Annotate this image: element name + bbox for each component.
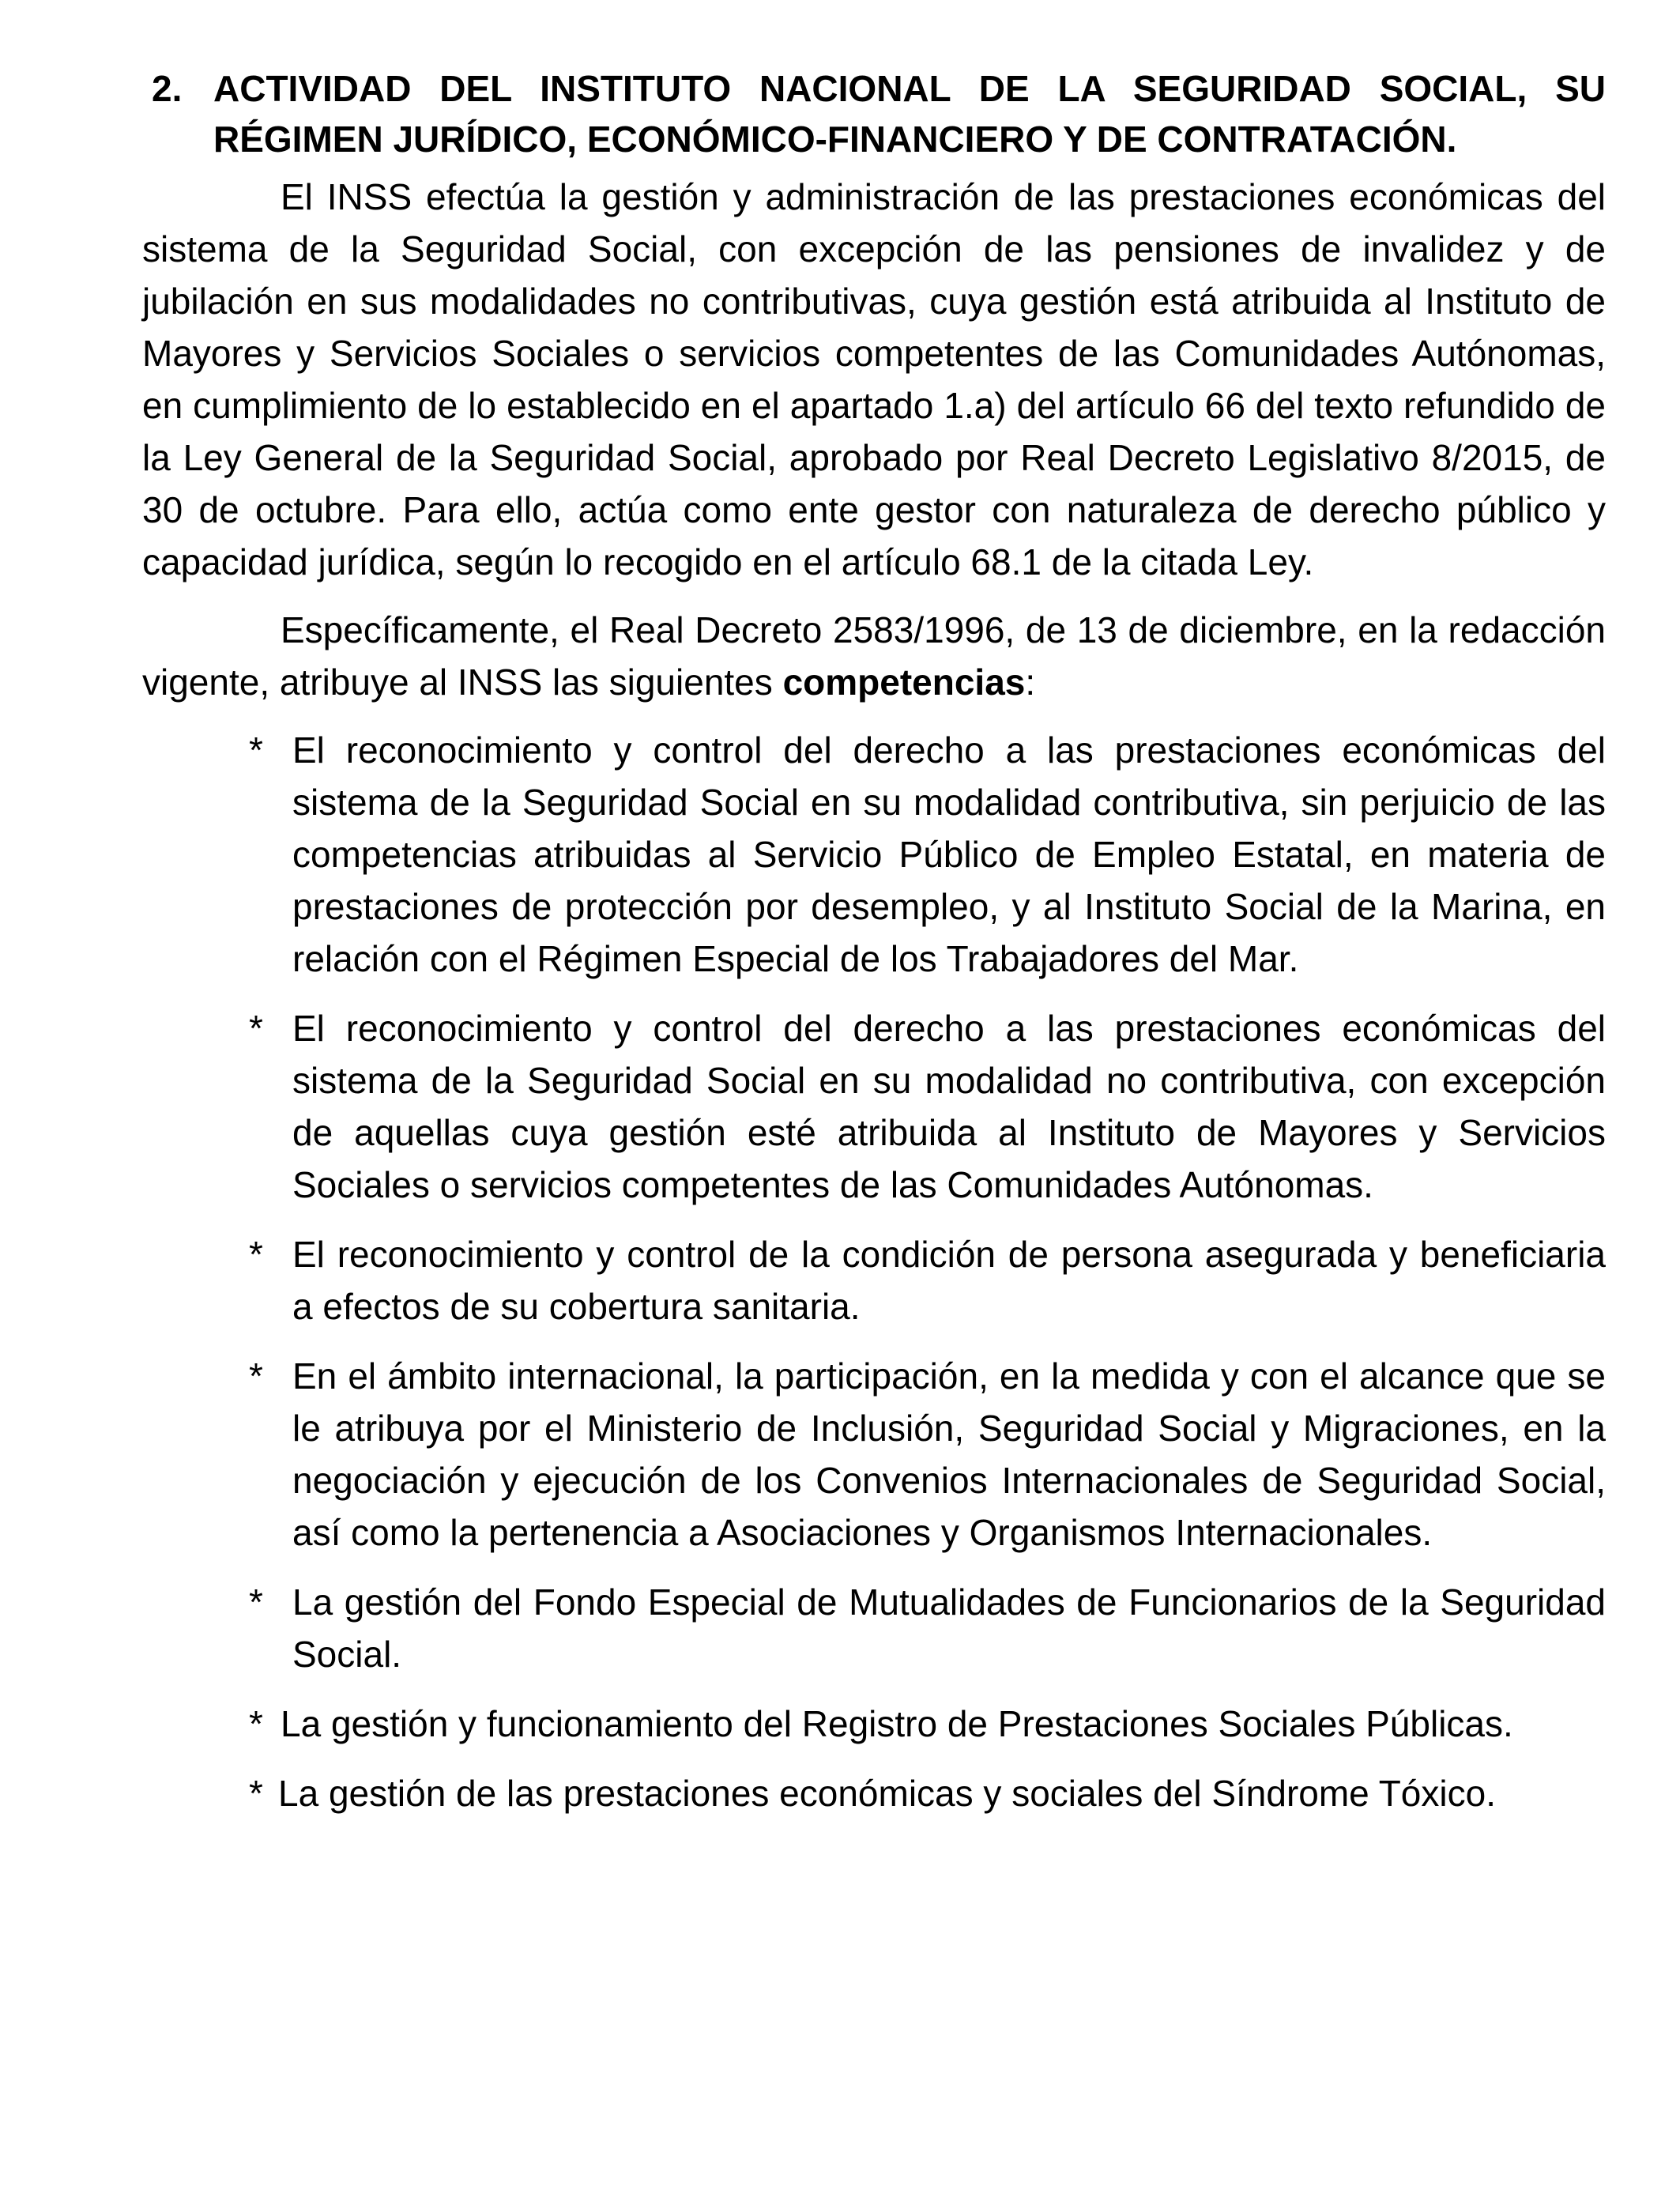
- bullet-asterisk: *: [249, 729, 263, 771]
- list-item-text: La gestión de las prestaciones económicas y sociales del Síndrome Tóxico.: [278, 1773, 1496, 1814]
- list-item-text: La gestión y funcionamiento del Registro de Prestaciones Sociales Públicas.: [281, 1703, 1513, 1744]
- list-item: [142, 1767, 1606, 1819]
- competencias-intro-paragraph: [142, 604, 1606, 708]
- list-item-text: El reconocimiento y control del derecho a las prestaciones económicas del sistema de la Seguridad Social en su modalidad contributiva, sin perjuicio de las competencias atribuidas al Servicio Público de Empleo Estatal, en materia de prestaciones de protección por desempleo, y al Instituto Social de la Marina, en relación con el Régimen Especial de los Trabajadores del Mar.: [292, 729, 1606, 979]
- list-item: [142, 1698, 1606, 1750]
- competencias-keyword: competencias: [782, 662, 1026, 703]
- bullet-asterisk: *: [249, 1703, 263, 1744]
- intro-paragraph: El INSS efectúa la gestión y administración de las prestaciones económicas del sistema de la Seguridad Social, con excepción de las pensiones de invalidez y de jubilación en sus modalidades no contributivas, cuya gestión está atribuida al Instituto de Mayores y Servicios Sociales o servicios competentes de las Comunidades Autónomas, en cumplimiento de lo establecido en el apartado 1.a) del artículo 66 del texto refundido de la Ley General de la Seguridad Social, aprobado por Real Decreto Legislativo 8/2015, de 30 de octubre. Para ello, actúa como ente gestor con naturaleza de derecho público y capacidad jurídica, según lo recogido en el artículo 68.1 de la citada Ley.: [142, 176, 1606, 582]
- bullet-asterisk: *: [249, 1773, 263, 1814]
- list-item: [142, 1002, 1606, 1211]
- list-item: [142, 724, 1606, 985]
- bullet-asterisk: *: [249, 1008, 263, 1049]
- bullet-asterisk: *: [249, 1581, 263, 1623]
- section-title-line1: ACTIVIDAD DEL INSTITUTO NACIONAL DE LA SEGURIDAD SOCIAL, SU: [213, 68, 1606, 109]
- section-title-line2: RÉGIMEN JURÍDICO, ECONÓMICO-FINANCIERO Y DE CONTRATACIÓN.: [213, 119, 1457, 160]
- section-number: 2.: [152, 68, 183, 109]
- competencias-intro-colon: :: [1025, 662, 1036, 703]
- competencias-list: [142, 724, 1606, 1819]
- section-title: [213, 63, 1606, 164]
- list-item-text: La gestión del Fondo Especial de Mutualidades de Funcionarios de la Seguridad Social.: [292, 1581, 1606, 1675]
- section-heading: [142, 63, 1606, 164]
- bullet-asterisk: *: [249, 1355, 263, 1397]
- list-item-text: En el ámbito internacional, la participación, en la medida y con el alcance que se le atribuya por el Ministerio de Inclusión, Seguridad Social y Migraciones, en la negociación y ejecución de los Convenios Internacionales de Seguridad Social, así como la pertenencia a Asociaciones y Organismos Internacionales.: [292, 1355, 1606, 1553]
- list-item: [142, 1228, 1606, 1333]
- competencias-intro-text: Específicamente, el Real Decreto 2583/1996, de 13 de diciembre, en la redacción vigente, atribuye al INSS las siguientes: [142, 609, 1606, 703]
- list-item-text: El reconocimiento y control del derecho a las prestaciones económicas del sistema de la Seguridad Social en su modalidad no contributiva, con excepción de aquellas cuya gestión esté atribuida al Instituto de Mayores y Servicios Sociales o servicios competentes de las Comunidades Autónomas.: [292, 1008, 1606, 1205]
- document-page: [142, 63, 1606, 1837]
- bullet-asterisk: *: [249, 1234, 263, 1275]
- list-item: [142, 1350, 1606, 1559]
- list-item-text: El reconocimiento y control de la condición de persona asegurada y beneficiaria a efectos de su cobertura sanitaria.: [292, 1234, 1606, 1327]
- list-item: [142, 1576, 1606, 1680]
